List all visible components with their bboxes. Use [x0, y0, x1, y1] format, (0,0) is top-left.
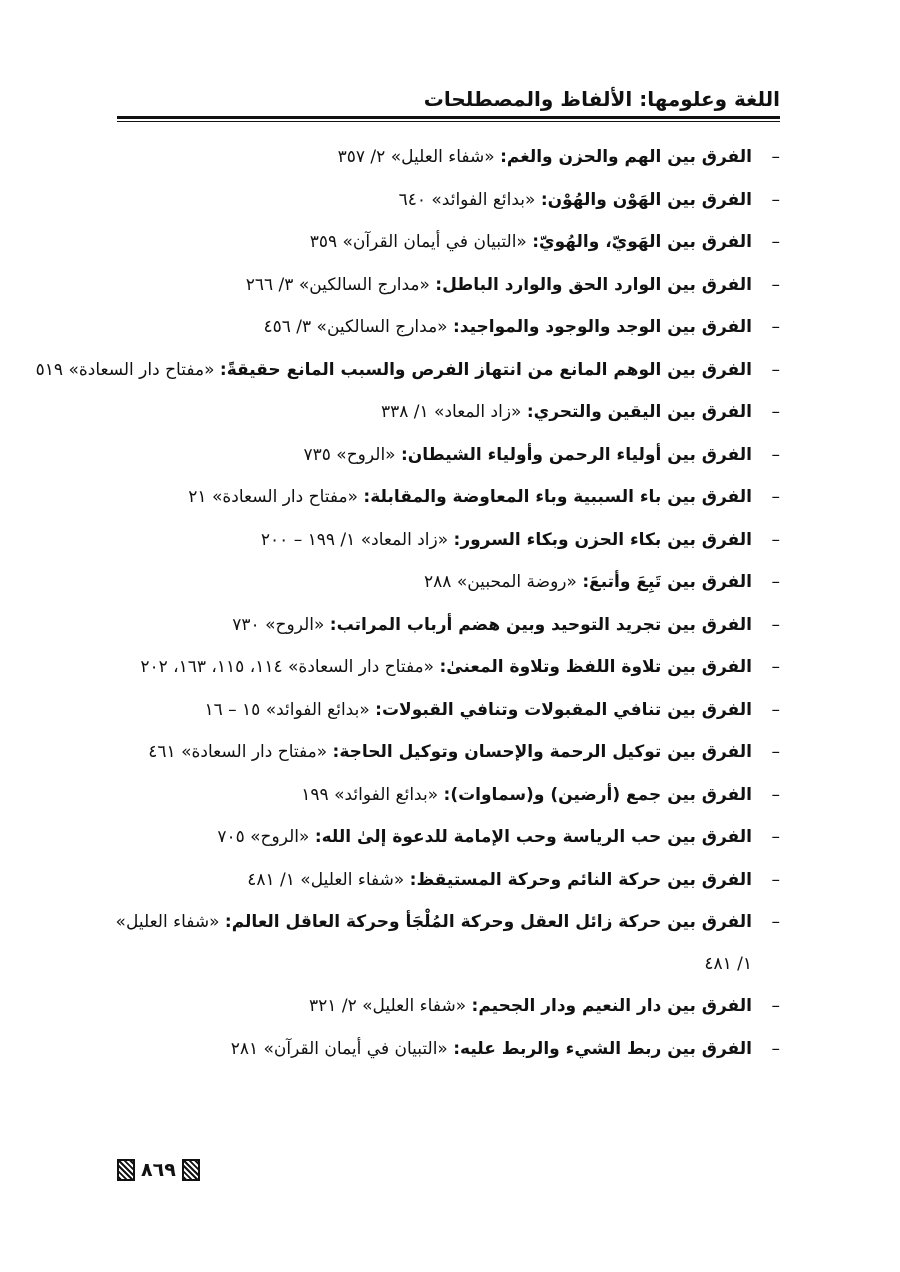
entry-reference: «روضة المحبين» ٢٨٨ — [424, 572, 577, 592]
index-entry — [110, 901, 780, 985]
entry-dash: – — [771, 274, 780, 295]
index-entry — [110, 221, 780, 264]
index-entry — [110, 731, 780, 774]
entry-reference: «التبيان في أيمان القرآن» ٢٨١ — [230, 1038, 448, 1059]
page-footer — [117, 1157, 200, 1183]
header-rule-thin — [117, 121, 780, 122]
index-entry — [110, 391, 780, 434]
entry-dash: – — [771, 912, 780, 932]
entry-dash: – — [771, 147, 780, 167]
entry-dash: – — [771, 189, 780, 210]
index-entry — [110, 264, 780, 307]
entry-topic: الفرق بين حركة النائم وحركة المستيقظ: — [409, 869, 752, 890]
index-entry — [110, 816, 780, 859]
entry-dash: – — [771, 699, 780, 720]
entry-reference: «شفاء العليل» ٢/ ٣٥٧ — [337, 147, 495, 167]
entry-topic: الفرق بين الهَويّ، والهُويّ: — [532, 232, 752, 252]
entry-dash: – — [771, 317, 780, 337]
header-rule-thick — [117, 116, 780, 119]
entry-dash: – — [771, 529, 780, 550]
entry-topic: الفرق بين أولياء الرحمن وأولياء الشيطان: — [400, 444, 752, 465]
entry-topic: الفرق بين جمع (أرضين) و(سماوات): — [443, 784, 752, 805]
entry-topic: الفرق بين توكيل الرحمة والإحسان وتوكيل الحاجة: — [332, 742, 752, 762]
entry-reference: «مفتاح دار السعادة» ٥١٩ — [35, 359, 215, 380]
entry-reference: «مفتاح دار السعادة» ٤٦١ — [148, 742, 328, 762]
square-ornament-icon — [182, 1159, 200, 1181]
index-entry — [110, 519, 780, 562]
entry-dash: – — [771, 444, 780, 465]
entry-topic: الفرق بين باء السببية وباء المعاوضة والمقابلة: — [363, 487, 752, 507]
index-entry — [110, 136, 780, 179]
entry-dash: – — [771, 869, 780, 890]
entry-reference: «بدائع الفوائد» ١٩٩ — [301, 784, 439, 805]
entry-dash: – — [771, 657, 780, 677]
entry-reference: «شفاء العليل» ٢/ ٣٢١ — [309, 996, 467, 1016]
entry-topic: الفرق بين دار النعيم ودار الجحيم: — [471, 996, 752, 1016]
entry-reference: «بدائع الفوائد» ١٥ – ١٦ — [204, 699, 370, 720]
entry-topic: الفرق بين حب الرياسة وحب الإمامة للدعوة إلىٰ الله: — [314, 827, 752, 847]
entry-topic: الفرق بين الهَوْن والهُوْن: — [540, 189, 752, 210]
index-entry — [110, 434, 780, 477]
entry-reference: «شفاء العليل» ١/ ٤٨١ — [115, 912, 752, 974]
entry-dash: – — [771, 487, 780, 507]
index-entry — [110, 646, 780, 689]
index-entry — [110, 306, 780, 349]
entry-dash: – — [771, 742, 780, 762]
entry-dash: – — [771, 784, 780, 805]
entry-reference: «الروح» ٧٣٥ — [303, 444, 396, 465]
entry-reference: «شفاء العليل» ١/ ٤٨١ — [247, 869, 405, 890]
running-header: اللغة وعلومها: الألفاظ والمصطلحات — [423, 87, 780, 111]
index-entries-list — [35, 136, 780, 1070]
entry-reference: «مدارج السالكين» ٣/ ٢٦٦ — [245, 274, 430, 295]
index-entry — [110, 604, 780, 647]
index-entry — [110, 774, 780, 817]
page-number: ٨٦٩ — [141, 1159, 176, 1181]
entry-dash: – — [771, 1038, 780, 1059]
index-entry — [110, 476, 780, 519]
entry-dash: – — [771, 359, 780, 380]
entry-reference: «بدائع الفوائد» ٦٤٠ — [398, 189, 536, 210]
index-entry — [110, 1028, 780, 1071]
index-entry — [110, 985, 780, 1028]
index-entry — [110, 859, 780, 902]
entry-dash: – — [771, 614, 780, 635]
entry-topic: الفرق بين اليقين والتحري: — [526, 402, 752, 422]
index-entry — [110, 689, 780, 732]
entry-reference: «الروح» ٧٠٥ — [217, 827, 310, 847]
index-entry — [110, 561, 780, 604]
entry-topic: الفرق بين الوهم المانع من انتهاز الفرص والسبب المانع حقيقةً: — [219, 359, 752, 380]
entry-dash: – — [771, 996, 780, 1016]
entry-topic: الفرق بين تلاوة اللفظ وتلاوة المعنىٰ: — [439, 657, 752, 677]
entry-topic: الفرق بين الهم والحزن والغم: — [500, 147, 752, 167]
entry-topic: الفرق بين تنافي المقبولات وتنافي القبولات: — [375, 699, 752, 720]
entry-reference: «زاد المعاد» ١/ ٣٣٨ — [380, 402, 522, 422]
entry-reference: «مفتاح دار السعادة» ٢١ — [188, 487, 358, 507]
index-entry — [110, 179, 780, 222]
entry-topic: الفرق بين بكاء الحزن وبكاء السرور: — [453, 529, 752, 550]
entry-reference: «مدارج السالكين» ٣/ ٤٥٦ — [263, 317, 448, 337]
entry-reference: «التبيان في أيمان القرآن» ٣٥٩ — [309, 232, 527, 252]
entry-topic: الفرق بين الوارد الحق والوارد الباطل: — [435, 274, 752, 295]
entry-reference: «الروح» ٧٣٠ — [232, 614, 325, 635]
index-entry — [35, 349, 780, 392]
entry-topic: الفرق بين ربط الشيء والربط عليه: — [453, 1038, 752, 1059]
entry-reference: «زاد المعاد» ١/ ١٩٩ – ٢٠٠ — [260, 529, 449, 550]
square-ornament-icon — [117, 1159, 135, 1181]
entry-dash: – — [771, 827, 780, 847]
entry-topic: الفرق بين تَبِعَ وأتبعَ: — [582, 572, 752, 592]
entry-topic: الفرق بين تجريد التوحيد وبين هضم أرباب المراتب: — [329, 614, 752, 635]
entry-reference: «مفتاح دار السعادة» ١١٤، ١١٥، ١٦٣، ٢٠٢ — [140, 657, 435, 677]
entry-dash: – — [771, 572, 780, 592]
entry-topic: الفرق بين حركة زائل العقل وحركة المُلْجَأ وحركة العاقل العالم: — [224, 912, 752, 932]
entry-topic: الفرق بين الوجد والوجود والمواجيد: — [453, 317, 752, 337]
entry-dash: – — [771, 232, 780, 252]
entry-dash: – — [771, 402, 780, 422]
